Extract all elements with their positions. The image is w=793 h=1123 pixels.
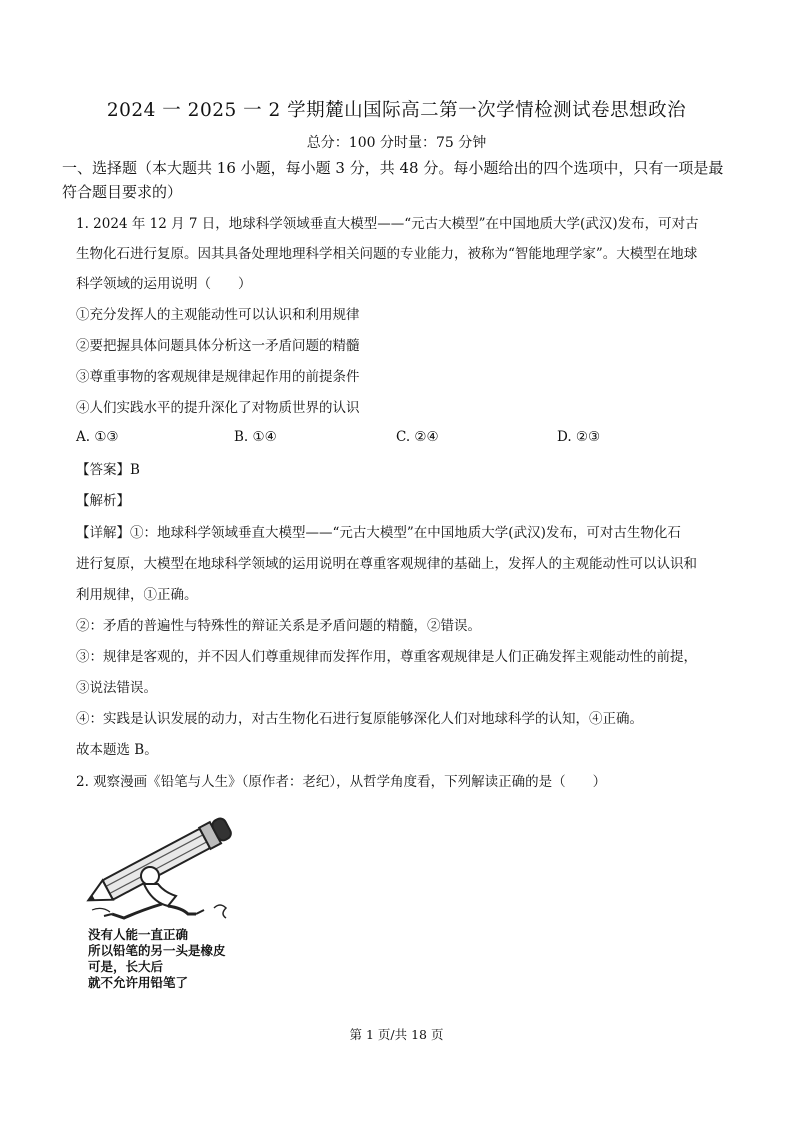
- q1-detail-line-5: ③：规律是客观的，并不因人们尊重规律而发挥作用，尊重客观规律是人们正确发挥主观能动性的前提，: [76, 649, 697, 665]
- q1-option-c: C. ②④: [396, 429, 439, 445]
- page-number: 第 1 页/共 18 页: [349, 1027, 444, 1042]
- q1-detail-line-8: 故本题选 B。: [76, 742, 158, 758]
- q1-statement-4: ④人们实践水平的提升深化了对物质世界的认识: [76, 400, 360, 416]
- comic-pencil-and-life: [72, 810, 252, 995]
- exam-subtitle: 总分：100 分时量：75 分钟: [306, 135, 487, 151]
- q1-detail-line-4: ②：矛盾的普遍性与特殊性的辩证关系是矛盾问题的精髓，②错误。: [76, 618, 481, 634]
- q1-stem-line-1: 1. 2024 年 12 月 7 日，地球科学领域垂直大模型——“元古大模型”在中国地质大学(武汉)发布，可对古: [76, 216, 699, 232]
- q2-stem: 2. 观察漫画《铅笔与人生》（原作者：老纪），从哲学角度看，下列解读正确的是（ ）: [76, 774, 607, 790]
- comic-caption-line-3: 可是，长大后: [88, 959, 164, 974]
- q1-detail-line-1: 【详解】①：地球科学领域垂直大模型——“元古大模型”在中国地质大学(武汉)发布，可对古生物化石: [76, 525, 681, 541]
- q1-option-a: A. ①③: [76, 429, 119, 445]
- q1-option-b: B. ①④: [234, 429, 277, 445]
- q1-detail-line-7: ④：实践是认识发展的动力，对古生物化石进行复原能够深化人们对地球科学的认知，④正确。: [76, 711, 643, 727]
- q1-detail-line-2: 进行复原，大模型在地球科学领域的运用说明在尊重客观规律的基础上，发挥人的主观能动性可以认识和: [76, 556, 697, 572]
- comic-caption-line-4: 就不允许用铅笔了: [88, 975, 189, 990]
- q1-stem-line-2: 生物化石进行复原。因其具备处理地理科学相关问题的专业能力，被称为“智能地理学家”。大模型在地球: [76, 246, 698, 262]
- page-title: 2024 一 2025 一 2 学期麓山国际高二第一次学情检测试卷思想政治: [106, 100, 687, 121]
- q1-answer: 【答案】B: [76, 462, 140, 478]
- q1-detail-line-3: 利用规律，①正确。: [76, 587, 198, 603]
- q1-detail-line-6: ③说法错误。: [76, 680, 157, 696]
- comic-illustration: [72, 810, 252, 930]
- section-heading: 一、选择题（本大题共 16 小题，每小题 3 分，共 48 分。每小题给出的四个选项中，只有一项是最符合题目要求的）: [62, 159, 724, 201]
- q1-analysis-label: 【解析】: [76, 493, 130, 509]
- q1-statement-2: ②要把握具体问题具体分析这一矛盾问题的精髓: [76, 338, 360, 354]
- comic-caption-line-2: 所以铅笔的另一头是橡皮: [88, 943, 226, 958]
- comic-caption-line-1: 没有人能一直正确: [88, 927, 189, 942]
- q1-statement-3: ③尊重事物的客观规律是规律起作用的前提条件: [76, 369, 360, 385]
- q1-statement-1: ①充分发挥人的主观能动性可以认识和利用规律: [76, 307, 360, 323]
- q1-stem-line-3: 科学领域的运用说明（ ）: [76, 276, 252, 292]
- q1-option-d: D. ②③: [557, 429, 601, 445]
